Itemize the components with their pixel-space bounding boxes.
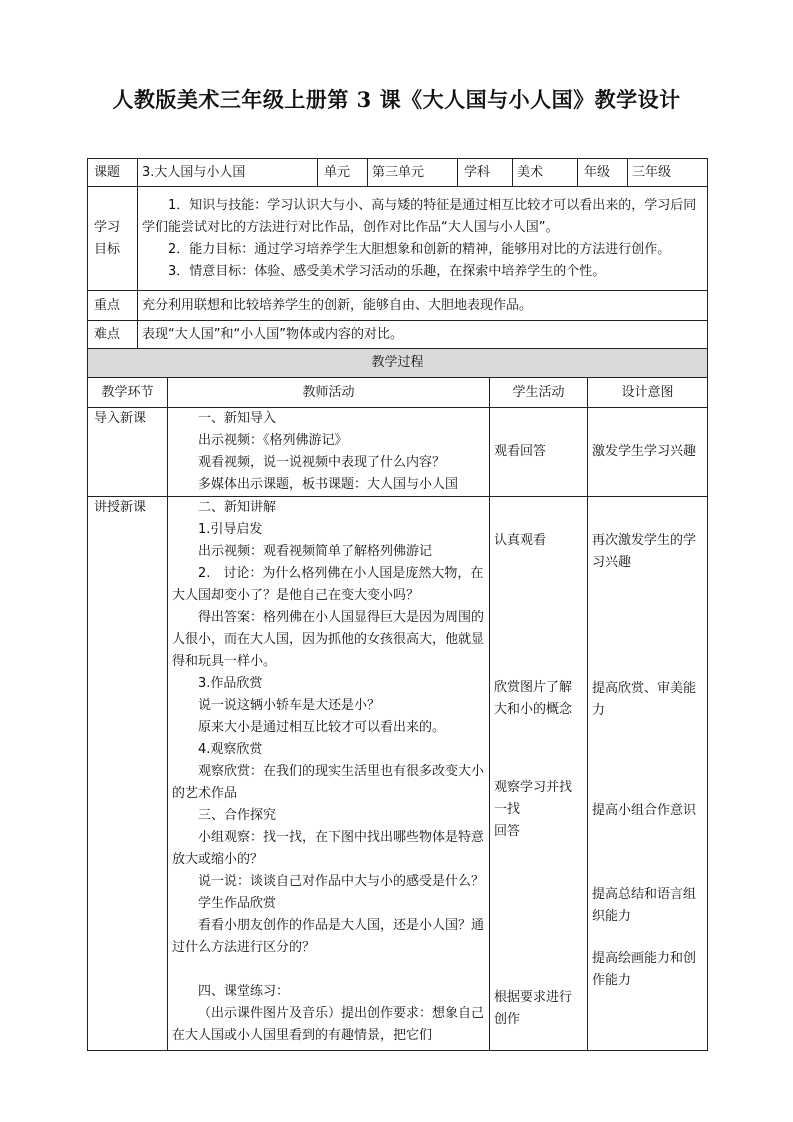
intro-stage: 导入新课: [88, 408, 168, 497]
teacher-line: 二、新知讲解: [198, 500, 277, 515]
intent-line: 提高小组合作意识: [592, 803, 697, 818]
teacher-line: 学生作品欣赏: [198, 896, 277, 911]
key-label: 重点: [88, 291, 138, 321]
topic-label: 课题: [88, 159, 138, 187]
student-line: 欣赏图片了解: [494, 680, 573, 695]
teacher-line: 说一说：谈谈自己对作品中大与小的感受是什么？: [198, 874, 485, 889]
teacher-line: 三、合作探究: [198, 808, 277, 823]
column-header-teacher: 教师活动: [168, 378, 490, 408]
goal-item: 3．情意目标：体验、感受美术学习活动的乐趣，在探索中培养学生的个性。: [168, 263, 606, 279]
lesson-student: [490, 497, 588, 1051]
teacher-line: 观察欣赏：在我们的现实生活里也有很多改变大小的艺术作品: [172, 764, 485, 801]
unit-label: 单元: [318, 159, 368, 187]
column-header-stage: 教学环节: [88, 378, 168, 408]
teacher-line: 说一说这辆小轿车是大还是小？: [198, 698, 381, 713]
goals-label-line: 目标: [94, 241, 121, 257]
process-table: [87, 377, 708, 1051]
teacher-line: （出示课件图片及音乐）提出创作要求：想象自己在大人国或小人国里看到的有趣情景，把它们: [172, 1006, 485, 1043]
intro-teacher: [168, 408, 490, 497]
goals-label-line: 学习: [94, 219, 121, 235]
subject-label: 学科: [458, 159, 513, 187]
intent-line: 提高绘画能力和创作能力: [592, 951, 697, 988]
teacher-line: 小组观察：找一找，在下图中找出哪些物体是特意放大或缩小的？: [172, 830, 485, 867]
intent-line: 再次激发学生的学习兴趣: [592, 533, 697, 570]
teacher-line: 2. 讨论：为什么格列佛在小人国是庞然大物，在大人国却变小了？是他自己在变大变小吗？: [172, 566, 484, 603]
goals-cell: [138, 187, 708, 291]
intent-line: 提高总结和语言组织能力: [592, 887, 697, 924]
page-title: 人教版美术三年级上册第 3 课《大人国与小人国》教学设计: [112, 87, 681, 112]
student-line: 认真观看: [494, 533, 547, 548]
difficulty-value: 表现“大人国”和“小人国”物体或内容的对比。: [138, 321, 708, 349]
unit-value: 第三单元: [368, 159, 458, 187]
teacher-line: 观看视频，说一说视频中表现了什么内容？: [198, 455, 446, 470]
teacher-line: 3.作品欣赏: [198, 676, 263, 691]
info-table: [87, 158, 708, 378]
student-line: 回答: [494, 824, 521, 839]
intro-intent: 激发学生学习兴趣: [588, 408, 708, 497]
goal-item: 2．能力目标：通过学习培养学生大胆想象和创新的精神，能够用对比的方法进行创作。: [168, 241, 671, 257]
goals-label: [88, 187, 138, 291]
teacher-line: 出示视频：《格列佛游记》: [198, 433, 348, 448]
grade-label: 年级: [578, 159, 628, 187]
student-line: 根据要求进行: [494, 990, 573, 1005]
teacher-line: 得出答案：格列佛在小人国显得巨大是因为周围的人很小，而在大人国，因为抓他的女孩很高大，他就显得和玩具一样小。: [172, 610, 485, 669]
column-header-student: 学生活动: [490, 378, 588, 408]
student-line: 创作: [494, 1012, 521, 1027]
teacher-line: 1.引导启发: [198, 522, 263, 537]
teacher-line: 多媒体出示课题，板书课题：大人国与小人国: [198, 477, 459, 492]
teacher-line: 四、课堂练习：: [198, 984, 290, 999]
subject-value: 美术: [513, 159, 578, 187]
student-line: 大和小的概念: [494, 702, 573, 717]
teacher-line: 看看小朋友创作的作品是大人国，还是小人国？通过什么方法进行区分的？: [172, 918, 485, 955]
grade-value: 三年级: [628, 159, 708, 187]
teacher-line: 一、新知导入: [198, 411, 277, 426]
lesson-teacher: [168, 497, 490, 1051]
teacher-line: 原来大小是通过相互比较才可以看出来的。: [198, 720, 446, 735]
teacher-line: 4.观察欣赏: [198, 742, 263, 757]
student-line: 观察学习并找: [494, 780, 573, 795]
lesson-stage: 讲授新课: [88, 497, 168, 1051]
process-header: 教学过程: [88, 349, 708, 378]
intro-student: 观看回答: [490, 408, 588, 497]
student-line: 一找: [494, 802, 521, 817]
difficulty-label: 难点: [88, 321, 138, 349]
teacher-line: 出示视频：观看视频简单了解格列佛游记: [198, 544, 433, 559]
intent-line: 提高欣赏、审美能力: [592, 681, 697, 718]
topic-value: 3.大人国与小人国: [138, 159, 318, 187]
key-value: 充分利用联想和比较培养学生的创新，能够自由、大胆地表现作品。: [138, 291, 708, 321]
lesson-intent: [588, 497, 708, 1051]
goal-item: 1．知识与技能：学习认识大与小、高与矮的特征是通过相互比较才可以看出来的，学习后同学们能尝试对比的方法进行对比作品，创作对比作品“大人国与小人国”。: [142, 197, 697, 235]
column-header-intent: 设计意图: [588, 378, 708, 408]
